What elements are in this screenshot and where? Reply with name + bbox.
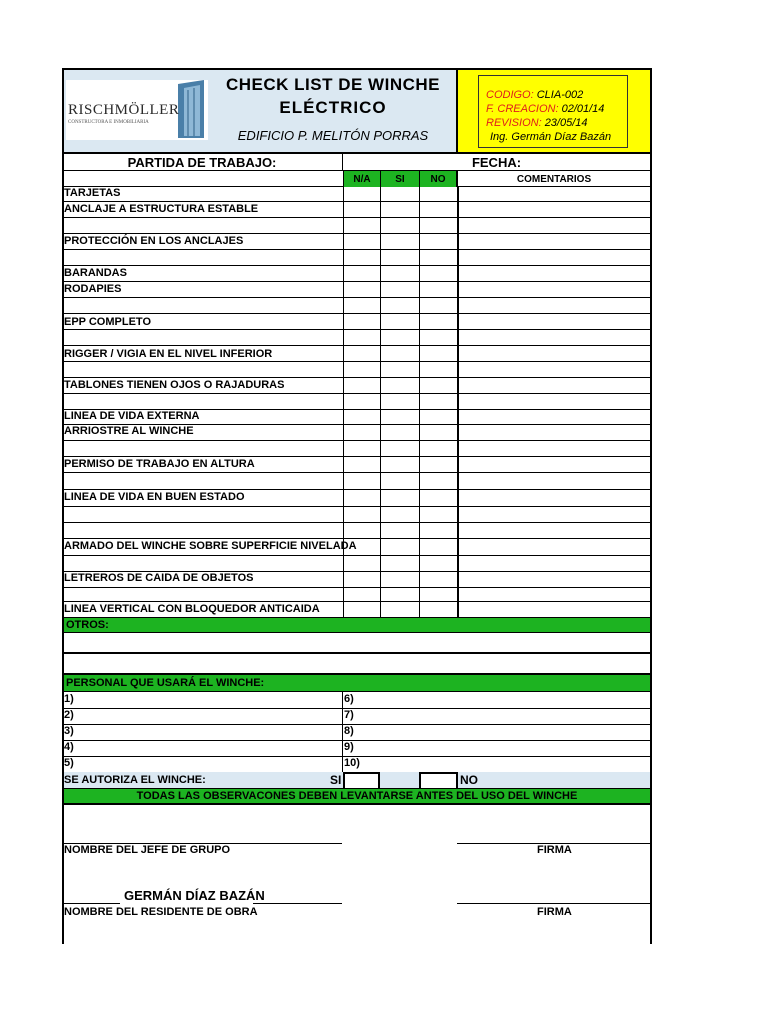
item-rigger: RIGGER / VIGIA EN EL NIVEL INFERIOR (64, 348, 273, 360)
grid-col-line (343, 187, 344, 618)
grid-col-line (457, 187, 459, 618)
grid-row-line (64, 587, 650, 588)
checklist-grid (62, 187, 652, 618)
creacion-value: 02/01/14 (561, 103, 605, 115)
otros-field-2[interactable] (62, 654, 652, 675)
col-si-header: SI (380, 171, 419, 187)
firma-label-jefe: FIRMA (537, 844, 572, 856)
grid-row-line (64, 281, 650, 282)
signature-section (62, 805, 652, 944)
personal-row-line (64, 724, 650, 725)
personal-6: 6) (344, 693, 354, 705)
page-title-line2: ELÉCTRICO (279, 98, 387, 117)
grid-row-line (64, 522, 650, 523)
item-linea-buen-estado: LINEA DE VIDA EN BUEN ESTADO (64, 491, 245, 503)
autoriza-si-box[interactable] (343, 772, 380, 789)
personal-8: 8) (344, 725, 354, 737)
document-info-box (456, 68, 652, 154)
otros-label: OTROS: (66, 618, 109, 631)
personal-3: 3) (64, 725, 74, 737)
item-letreros: LETREROS DE CAIDA DE OBJETOS (64, 572, 254, 584)
revision-label: REVISION: (486, 117, 542, 129)
autoriza-si-label: SI (330, 773, 342, 787)
personal-7: 7) (344, 709, 354, 721)
logo-tagline: CONSTRUCTORA E INMOBILIARIA (68, 120, 149, 125)
grid-row-line (64, 329, 650, 330)
residente-name: GERMÁN DÍAZ BAZÁN (124, 888, 265, 903)
logo-name: RISCHMÖLLER (68, 102, 180, 118)
autoriza-no-box[interactable] (419, 772, 458, 789)
grid-col-line (380, 187, 381, 618)
grid-row-line (64, 345, 650, 346)
grid-row-line (64, 233, 650, 234)
item-permiso: PERMISO DE TRABAJO EN ALTURA (64, 458, 255, 470)
personal-1: 1) (64, 693, 74, 705)
fecha-label: FECHA: (471, 155, 522, 170)
grid-row-line (64, 361, 650, 362)
otros-bar (62, 618, 652, 633)
jefe-label: NOMBRE DEL JEFE DE GRUPO (64, 844, 231, 856)
personal-9: 9) (344, 741, 354, 753)
firma-label-residente: FIRMA (537, 906, 572, 918)
col-comentarios-header: COMENTARIOS (516, 173, 592, 185)
page-title-line1: CHECK LIST DE WINCHE (226, 75, 440, 94)
grid-row-line (64, 538, 650, 539)
codigo-value: CLIA-002 (536, 89, 584, 101)
grid-row-line (64, 265, 650, 266)
item-armado: ARMADO DEL WINCHE SOBRE SUPERFICIE NIVELADA (64, 540, 357, 552)
personal-5: 5) (64, 757, 74, 769)
grid-row-line (64, 456, 650, 457)
partida-label: PARTIDA DE TRABAJO: (127, 155, 277, 170)
grid-row-line (64, 555, 650, 556)
item-epp: EPP COMPLETO (64, 316, 152, 328)
residente-signature-line[interactable] (457, 903, 650, 904)
item-linea-externa: LINEA DE VIDA EXTERNA (64, 410, 200, 422)
item-anclaje: ANCLAJE A ESTRUCTURA ESTABLE (64, 203, 259, 215)
personal-label: PERSONAL QUE USARÁ EL WINCHE: (66, 676, 265, 689)
grid-row-line (64, 506, 650, 507)
grid-row-line (64, 201, 650, 202)
item-barandas: BARANDAS (64, 267, 127, 279)
observaciones-text: TODAS LAS OBSERVACONES DEBEN LEVANTARSE ANTES DEL USO DEL WINCHE (136, 789, 578, 802)
grid-row-line (64, 393, 650, 394)
item-arriostre: ARRIOSTRE AL WINCHE (64, 425, 194, 437)
item-rodapies: RODAPIES (64, 283, 122, 295)
grid-row-line (64, 297, 650, 298)
autoriza-no-label: NO (460, 773, 478, 787)
engineer-name: Ing. Germán Díaz Bazán (490, 131, 612, 143)
col-no-header: NO (419, 171, 458, 187)
grid-row-line (64, 440, 650, 441)
grid-row-line (64, 217, 650, 218)
codigo-label: CODIGO: (486, 89, 534, 101)
item-proteccion: PROTECCIÓN EN LOS ANCLAJES (64, 235, 244, 247)
grid-row-line (64, 377, 650, 378)
otros-field-1[interactable] (62, 633, 652, 654)
personal-row-line (64, 740, 650, 741)
personal-4: 4) (64, 741, 74, 753)
grid-row-line (64, 601, 650, 602)
autoriza-label: SE AUTORIZA EL WINCHE: (64, 774, 206, 786)
grid-row-line (64, 472, 650, 473)
page-subtitle: EDIFICIO P. MELITÓN PORRAS (237, 127, 429, 143)
company-logo (66, 80, 208, 140)
personal-bar (62, 675, 652, 692)
item-linea-vertical: LINEA VERTICAL CON BLOQUEDOR ANTICAIDA (64, 603, 320, 615)
col-na-header: N/A (343, 171, 380, 187)
item-tarjetas: TARJETAS (64, 187, 121, 199)
grid-row-line (64, 249, 650, 250)
item-tablones: TABLONES TIENEN OJOS O RAJADURAS (64, 379, 285, 391)
grid-row-line (64, 489, 650, 490)
revision-value: 23/05/14 (544, 117, 588, 129)
grid-col-line (419, 187, 420, 618)
personal-10: 10) (344, 757, 360, 769)
observaciones-bar (62, 789, 652, 805)
residente-label: NOMBRE DEL RESIDENTE DE OBRA (64, 906, 258, 918)
grid-row-line (64, 313, 650, 314)
personal-row-line (64, 708, 650, 709)
personal-2: 2) (64, 709, 74, 721)
creacion-label: F. CREACION: (486, 103, 559, 115)
